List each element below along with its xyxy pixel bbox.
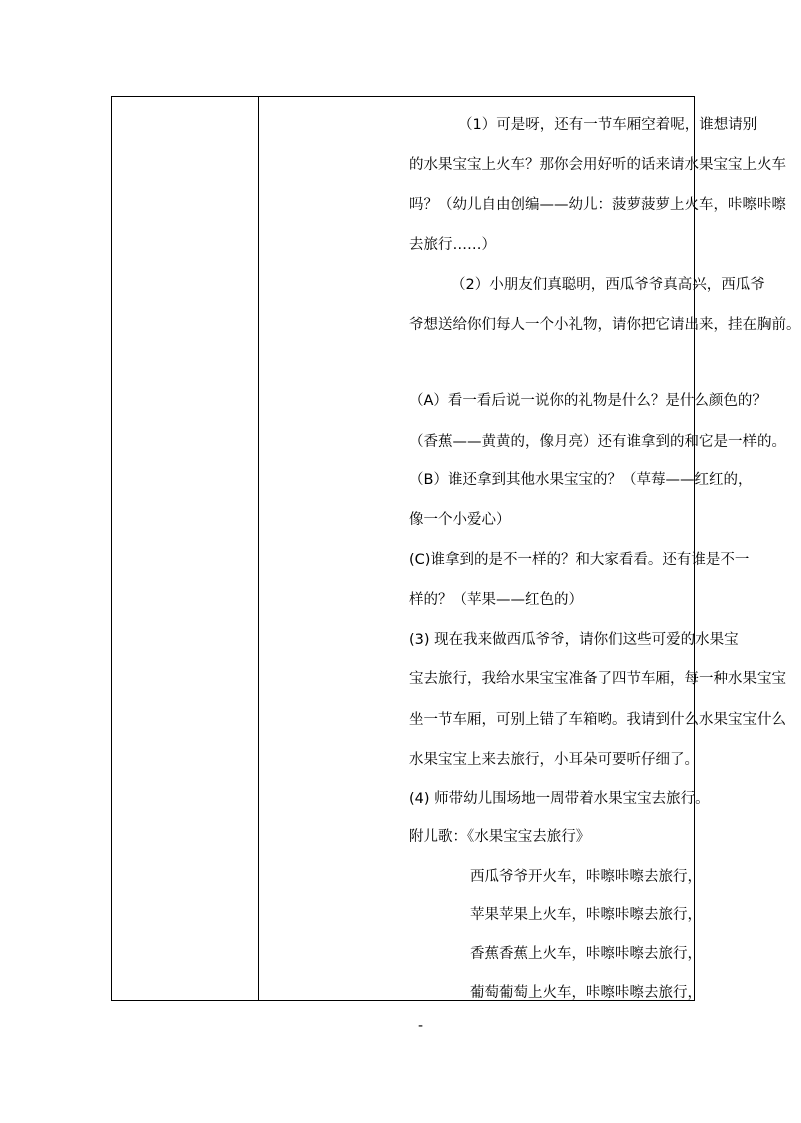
paragraph-line: 爷想送给你们每人一个小礼物，请你把它请出来，挂在胸前。 [409, 317, 801, 333]
rhyme-title: 附儿歌：《水果宝宝去旅行》 [409, 829, 591, 845]
paragraph-line: 去旅行……） [409, 237, 496, 253]
rhyme-line: 苹果苹果上火车，咔嚓咔嚓去旅行， [470, 907, 702, 923]
rhyme-line: 香蕉香蕉上火车，咔嚓咔嚓去旅行， [470, 946, 702, 962]
lesson-content-cell [259, 97, 801, 1001]
paragraph-line: 的水果宝宝上火车？那你会用好听的话来请水果宝宝上火车 [409, 157, 786, 173]
paragraph-line: 水果宝宝上来去旅行，小耳朵可要听仔细了。 [409, 752, 699, 768]
page-number-marker: - [418, 1018, 424, 1034]
left-column-cell [112, 97, 259, 1000]
paragraph-line: （1）可是呀，还有一节车厢空着呢，谁想请别 [458, 117, 758, 133]
rhyme-line: 葡萄葡萄上火车，咔嚓咔嚓去旅行， [470, 985, 702, 1001]
lesson-table [111, 96, 801, 1001]
paragraph-line: 宝去旅行，我给水果宝宝准备了四节车厢，每一种水果宝宝 [409, 671, 786, 687]
paragraph-line: (3) 现在我来做西瓜爷爷，请你们这些可爱的水果宝 [409, 632, 739, 648]
paragraph-line: (C)谁拿到的是不一样的？和大家看看。还有谁是不一 [409, 552, 750, 568]
paragraph-line: （B）谁还拿到其他水果宝宝的？（草莓——红红的， [409, 472, 753, 488]
paragraph-line: （A）看一看后说一说你的礼物是什么？是什么颜色的？ [409, 393, 767, 409]
paragraph-line: 样的？（苹果——红色的） [409, 592, 583, 608]
paragraph-line: （2）小朋友们真聪明，西瓜爷爷真高兴，西瓜爷 [451, 277, 765, 293]
paragraph-line: 坐一节车厢，可别上错了车箱哟。我请到什么水果宝宝什么 [409, 712, 786, 728]
paragraph-line: （香蕉——黄黄的，像月亮）还有谁拿到的和它是一样的。 [409, 434, 786, 450]
paragraph-line: 像一个小爱心） [409, 512, 511, 528]
rhyme-line: 西瓜爷爷开火车，咔嚓咔嚓去旅行， [470, 869, 702, 885]
paragraph-line: (4) 师带幼儿围场地一周带着水果宝宝去旅行。 [409, 791, 710, 807]
paragraph-line: 吗？（幼儿自由创编——幼儿：菠萝菠萝上火车，咔嚓咔嚓 [409, 197, 786, 213]
